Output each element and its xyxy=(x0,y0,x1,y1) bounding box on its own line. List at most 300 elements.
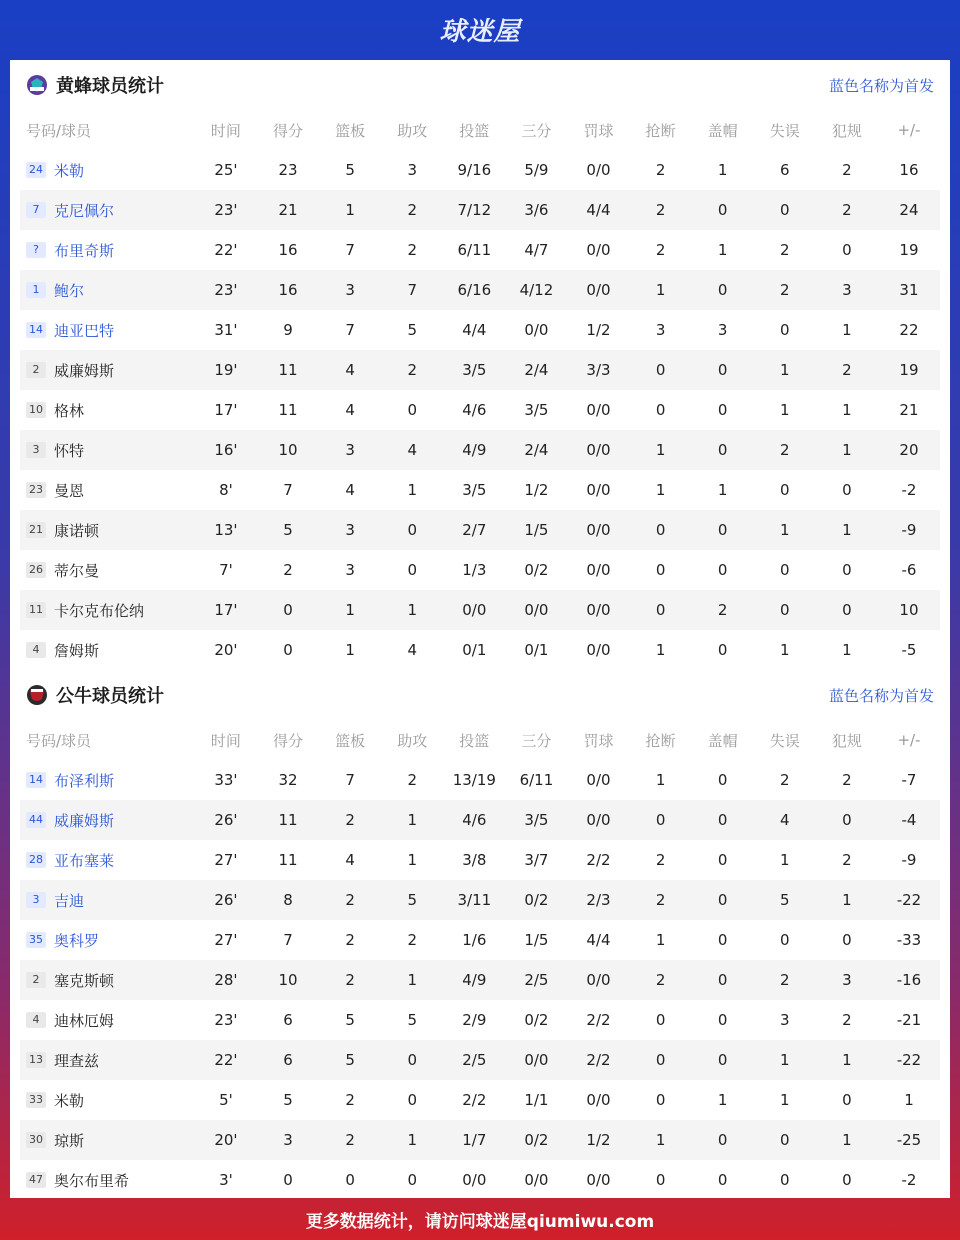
stat-cell: -7 xyxy=(901,771,917,789)
stat-cell: 6/16 xyxy=(457,281,492,299)
stat-cell: 3/8 xyxy=(462,851,487,869)
stat-cell: -4 xyxy=(901,811,917,829)
column-header: 时间 xyxy=(210,731,241,750)
stat-cell: 2 xyxy=(842,851,852,869)
stat-cell: 1 xyxy=(780,1051,790,1069)
stat-cell: 0 xyxy=(717,641,728,659)
stat-cell: -22 xyxy=(896,891,922,909)
player-row[interactable] xyxy=(20,840,940,880)
stat-cell: 2 xyxy=(407,361,417,379)
table-header-row xyxy=(20,720,940,760)
column-header: 助攻 xyxy=(397,121,428,140)
stat-cell: 4/12 xyxy=(519,281,554,299)
player-cell xyxy=(20,930,195,951)
stat-cell: 0 xyxy=(407,1091,417,1109)
stat-cell: 1 xyxy=(655,441,666,459)
stat-cell: 1 xyxy=(717,161,728,179)
stat-cell: 4 xyxy=(345,481,355,499)
stat-cell: 2 xyxy=(780,971,790,989)
stat-cell: 20 xyxy=(899,441,919,459)
stat-cell: 4/4 xyxy=(586,201,611,219)
stat-cell: 5 xyxy=(345,1051,355,1069)
stat-cell: 0 xyxy=(717,851,728,869)
player-name: 琼斯 xyxy=(54,1131,85,1150)
stat-cell: 4 xyxy=(407,641,417,659)
stat-cell: 2 xyxy=(842,201,852,219)
stat-cell: 2 xyxy=(407,241,417,259)
stat-cell: 2 xyxy=(780,281,790,299)
column-header: 助攻 xyxy=(397,731,428,750)
jersey-number-badge: 2 xyxy=(26,972,46,988)
stat-cell: 2 xyxy=(780,441,790,459)
stat-cell: 5 xyxy=(407,321,417,339)
stat-cell: 0/0 xyxy=(586,241,611,259)
stat-cell: 20' xyxy=(214,641,238,659)
stat-cell: 4/9 xyxy=(462,971,487,989)
starter-player-name-link[interactable]: 奥科罗 xyxy=(54,931,100,950)
player-row xyxy=(20,350,940,390)
stat-cell: 3 xyxy=(345,561,355,579)
stat-cell: 1/7 xyxy=(462,1131,487,1149)
player-cell xyxy=(20,560,195,581)
stat-cell: 2/4 xyxy=(524,441,549,459)
stat-cell: -9 xyxy=(901,521,917,539)
player-row xyxy=(20,510,940,550)
stat-cell: 2/7 xyxy=(462,521,487,539)
stat-cell: 1/5 xyxy=(524,521,549,539)
player-cell xyxy=(20,1090,195,1111)
stat-cell: 2 xyxy=(842,771,852,789)
section-title xyxy=(26,682,164,708)
stat-cell: 1 xyxy=(717,1091,728,1109)
stat-cell: 5/9 xyxy=(524,161,549,179)
stat-cell: 3/5 xyxy=(462,361,487,379)
starter-player-name-link[interactable]: 亚布塞莱 xyxy=(54,851,115,870)
starter-player-name-link[interactable]: 布里奇斯 xyxy=(54,241,115,260)
stat-cell: 0 xyxy=(283,601,293,619)
stat-cell: 22' xyxy=(214,1051,238,1069)
player-cell xyxy=(20,850,195,871)
stat-cell: 26' xyxy=(214,811,238,829)
stat-cell: 0 xyxy=(717,1011,728,1029)
stat-cell: 1 xyxy=(842,321,852,339)
starter-player-name-link[interactable]: 布泽利斯 xyxy=(54,771,115,790)
stat-cell: 1 xyxy=(780,641,790,659)
stat-cell: 11 xyxy=(278,401,298,419)
stat-cell: 2/2 xyxy=(586,1011,611,1029)
jersey-number-badge: 21 xyxy=(26,522,46,538)
stat-cell: 1 xyxy=(345,641,355,659)
player-name: 威廉姆斯 xyxy=(54,361,115,380)
stat-cell: 1 xyxy=(780,401,790,419)
stat-cell: 0 xyxy=(717,1171,728,1189)
player-cell xyxy=(20,1130,195,1151)
stat-cell: 2/9 xyxy=(462,1011,487,1029)
stat-cell: 23 xyxy=(278,161,298,179)
stat-cell: 5 xyxy=(407,891,417,909)
stat-cell: 2 xyxy=(842,161,852,179)
column-header: 三分 xyxy=(521,121,552,140)
stat-cell: 2 xyxy=(407,931,417,949)
jersey-number-badge: 44 xyxy=(26,812,46,828)
stat-cell: 1/5 xyxy=(524,931,549,949)
column-header: 篮板 xyxy=(335,121,366,140)
stat-cell: 10 xyxy=(278,971,298,989)
stat-cell: 1 xyxy=(780,1091,790,1109)
stat-cell: 5' xyxy=(219,1091,233,1109)
stat-cell: 3/5 xyxy=(462,481,487,499)
player-row[interactable] xyxy=(20,190,940,230)
stat-cell: 1/2 xyxy=(586,1131,611,1149)
stat-cell: 0 xyxy=(407,401,417,419)
stat-cell: 6/11 xyxy=(457,241,492,259)
stat-cell: 0/0 xyxy=(462,601,487,619)
stat-cell: 3 xyxy=(842,281,852,299)
stat-cell: 0 xyxy=(655,1171,666,1189)
starter-player-name-link[interactable]: 威廉姆斯 xyxy=(54,811,115,830)
jersey-number-badge: 13 xyxy=(26,1052,46,1068)
jersey-number-badge: 26 xyxy=(26,562,46,578)
player-cell xyxy=(20,240,195,261)
stat-cell: 21 xyxy=(899,401,919,419)
column-header: 投篮 xyxy=(459,731,490,750)
stat-cell: 0 xyxy=(780,931,790,949)
jersey-number-badge: 14 xyxy=(26,322,46,338)
stat-cell: 6 xyxy=(283,1011,293,1029)
starter-note: 蓝色名称为首发 xyxy=(828,76,934,95)
stat-cell: 21 xyxy=(278,201,298,219)
stat-cell: 1 xyxy=(842,641,852,659)
stat-cell: 0/0 xyxy=(524,1051,549,1069)
stat-cell: 0/0 xyxy=(586,161,611,179)
stat-cell: 0 xyxy=(655,521,666,539)
player-cell xyxy=(20,810,195,831)
stat-cell: 13/19 xyxy=(452,771,496,789)
starter-player-name-link[interactable]: 克尼佩尔 xyxy=(54,201,115,220)
stat-cell: 0 xyxy=(842,931,852,949)
stat-cell: 0 xyxy=(407,1171,417,1189)
player-name: 米勒 xyxy=(54,1091,85,1110)
stat-cell: 0 xyxy=(780,481,790,499)
player-cell xyxy=(20,890,195,911)
stat-cell: 20' xyxy=(214,1131,238,1149)
stat-cell: 3 xyxy=(345,281,355,299)
stat-cell: 1 xyxy=(655,481,666,499)
stat-cell: 1 xyxy=(655,771,666,789)
player-row[interactable] xyxy=(20,230,940,270)
bulls-logo-icon xyxy=(26,684,48,706)
stat-cell: 10 xyxy=(899,601,919,619)
jersey-number-badge: 10 xyxy=(26,402,46,418)
stat-cell: 7 xyxy=(407,281,417,299)
column-header: 时间 xyxy=(210,121,241,140)
stat-cell: 0 xyxy=(717,1051,728,1069)
stat-cell: 5 xyxy=(283,521,293,539)
stat-cell: 0/0 xyxy=(586,281,611,299)
player-row[interactable] xyxy=(20,760,940,800)
stat-cell: 1 xyxy=(780,521,790,539)
stat-cell: 2 xyxy=(345,971,355,989)
player-row[interactable] xyxy=(20,800,940,840)
stat-cell: 23' xyxy=(214,281,238,299)
stat-cell: 5 xyxy=(283,1091,293,1109)
player-name: 塞克斯顿 xyxy=(54,971,115,990)
stat-cell: 0/0 xyxy=(586,441,611,459)
team-sections xyxy=(20,60,940,1200)
player-cell xyxy=(20,360,195,381)
stat-cell: 0/2 xyxy=(524,891,549,909)
player-row[interactable] xyxy=(20,270,940,310)
stat-cell: 28' xyxy=(214,971,238,989)
team-section xyxy=(20,60,940,670)
stat-cell: 23' xyxy=(214,201,238,219)
stat-cell: 0/0 xyxy=(586,971,611,989)
player-cell xyxy=(20,770,195,791)
player-name: 曼恩 xyxy=(54,481,85,500)
player-name: 理查兹 xyxy=(54,1051,100,1070)
stats-card xyxy=(10,60,950,1198)
jersey-number-badge: 4 xyxy=(26,1012,46,1028)
stat-cell: 0/0 xyxy=(524,321,549,339)
stat-cell: -2 xyxy=(901,1171,917,1189)
stat-cell: 0 xyxy=(717,771,728,789)
stat-cell: 16 xyxy=(278,241,298,259)
player-name: 蒂尔曼 xyxy=(54,561,100,580)
stat-cell: 2 xyxy=(717,601,728,619)
stat-cell: 0 xyxy=(407,521,417,539)
jersey-number-badge: 11 xyxy=(26,602,46,618)
stat-cell: 5 xyxy=(345,161,355,179)
stat-cell: 32 xyxy=(278,771,298,789)
stat-cell: 1 xyxy=(345,201,355,219)
player-name: 奥尔布里希 xyxy=(54,1171,130,1190)
stat-cell: 0 xyxy=(717,931,728,949)
stat-cell: 0 xyxy=(842,241,852,259)
player-cell xyxy=(20,1050,195,1071)
stat-cell: 3/5 xyxy=(524,811,549,829)
stat-cell: 7 xyxy=(283,481,293,499)
stat-cell: 7/12 xyxy=(457,201,492,219)
player-row xyxy=(20,960,940,1000)
stat-cell: 7' xyxy=(219,561,233,579)
player-cell xyxy=(20,520,195,541)
stat-cell: 0 xyxy=(780,601,790,619)
footer-banner[interactable]: 更多数据统计，请访问球迷屋qiumiwu.com xyxy=(305,1211,655,1232)
stat-cell: 0 xyxy=(842,601,852,619)
stat-cell: 1 xyxy=(655,281,666,299)
jersey-number-badge: 28 xyxy=(26,852,46,868)
stat-cell: 0 xyxy=(407,561,417,579)
stat-cell: 1/3 xyxy=(462,561,487,579)
stat-cell: 11 xyxy=(278,851,298,869)
column-header: 失误 xyxy=(769,121,800,140)
stat-cell: 2/2 xyxy=(586,1051,611,1069)
stat-cell: 2 xyxy=(345,811,355,829)
player-row xyxy=(20,430,940,470)
stat-cell: 0/0 xyxy=(586,811,611,829)
jersey-number-badge: 1 xyxy=(26,282,46,298)
stat-cell: 16 xyxy=(278,281,298,299)
stat-cell: 1 xyxy=(842,401,852,419)
stat-cell: 2 xyxy=(655,241,666,259)
stat-cell: 2 xyxy=(345,1131,355,1149)
stat-cell: 0 xyxy=(842,1171,852,1189)
player-row[interactable] xyxy=(20,150,940,190)
stat-cell: 0/2 xyxy=(524,1131,549,1149)
starter-player-name-link[interactable]: 迪亚巴特 xyxy=(54,321,115,340)
stat-cell: 0 xyxy=(655,401,666,419)
jersey-number-badge: 14 xyxy=(26,772,46,788)
stat-cell: 0 xyxy=(780,1171,790,1189)
stat-cell: 3 xyxy=(345,441,355,459)
stat-cell: 16 xyxy=(899,161,919,179)
player-cell xyxy=(20,320,195,341)
stat-cell: 22' xyxy=(214,241,238,259)
stat-cell: 0 xyxy=(717,561,728,579)
stat-cell: 0 xyxy=(717,521,728,539)
column-header: 号码/球员 xyxy=(26,731,92,750)
stat-cell: 5 xyxy=(780,891,790,909)
stat-cell: 1 xyxy=(407,1131,417,1149)
stat-cell: 0 xyxy=(655,1091,666,1109)
stat-cell: 0 xyxy=(717,1131,728,1149)
jersey-number-badge: 33 xyxy=(26,1092,46,1108)
stat-cell: 1 xyxy=(780,361,790,379)
stat-cell: 0 xyxy=(780,321,790,339)
stat-cell: 0/2 xyxy=(524,561,549,579)
stat-cell: 1 xyxy=(842,1131,852,1149)
stat-cell: 5 xyxy=(407,1011,417,1029)
stat-cell: 1/2 xyxy=(524,481,549,499)
jersey-number-badge: 30 xyxy=(26,1132,46,1148)
jersey-number-badge: 7 xyxy=(26,202,46,218)
stat-cell: 31 xyxy=(899,281,919,299)
stat-cell: 4 xyxy=(407,441,417,459)
player-cell xyxy=(20,970,195,991)
stat-cell: 3/5 xyxy=(524,401,549,419)
stat-cell: -16 xyxy=(896,971,922,989)
stat-cell: 4/9 xyxy=(462,441,487,459)
stat-cell: 27' xyxy=(214,931,238,949)
player-name: 迪林厄姆 xyxy=(54,1011,115,1030)
stat-cell: 9 xyxy=(283,321,293,339)
stat-cell: 1 xyxy=(780,851,790,869)
stat-cell: 3/7 xyxy=(524,851,549,869)
player-name: 怀特 xyxy=(54,441,85,460)
stat-cell: 4 xyxy=(345,401,355,419)
stat-cell: 6 xyxy=(780,161,790,179)
jersey-number-badge: 3 xyxy=(26,442,46,458)
stat-cell: 0/2 xyxy=(524,1011,549,1029)
stat-cell: 2 xyxy=(345,1091,355,1109)
stat-cell: 2 xyxy=(780,241,790,259)
stat-cell: 0 xyxy=(717,361,728,379)
player-row xyxy=(20,550,940,590)
hornets-logo-icon xyxy=(26,74,48,96)
stat-cell: 0/0 xyxy=(586,481,611,499)
stat-cell: 25' xyxy=(214,161,238,179)
stat-cell: 17' xyxy=(214,401,238,419)
stat-cell: 10 xyxy=(278,441,298,459)
stat-cell: 0 xyxy=(655,601,666,619)
stat-cell: 22 xyxy=(899,321,919,339)
stat-cell: 2 xyxy=(345,931,355,949)
stat-cell: 0 xyxy=(283,641,293,659)
player-row[interactable] xyxy=(20,880,940,920)
stat-cell: 4/4 xyxy=(586,931,611,949)
stat-cell: 6 xyxy=(283,1051,293,1069)
stat-cell: 6/11 xyxy=(519,771,554,789)
stat-cell: -22 xyxy=(896,1051,922,1069)
stat-cell: 2/3 xyxy=(586,891,611,909)
stat-cell: 2 xyxy=(842,361,852,379)
stat-cell: 1 xyxy=(842,521,852,539)
stat-cell: 2 xyxy=(407,771,417,789)
stat-cell: 1 xyxy=(407,971,417,989)
stat-cell: 24 xyxy=(899,201,919,219)
player-row xyxy=(20,1040,940,1080)
stat-cell: 1 xyxy=(407,811,417,829)
jersey-number-badge: 24 xyxy=(26,162,46,178)
player-row xyxy=(20,590,940,630)
player-row xyxy=(20,470,940,510)
section-title-text: 公牛球员统计 xyxy=(56,686,164,707)
stat-cell: 3 xyxy=(717,321,728,339)
stat-cell: 1 xyxy=(345,601,355,619)
stat-cell: 3 xyxy=(780,1011,790,1029)
stat-cell: 9/16 xyxy=(457,161,492,179)
starter-player-name-link[interactable]: 吉迪 xyxy=(54,891,85,910)
stat-cell: -2 xyxy=(901,481,917,499)
stat-cell: 0 xyxy=(842,811,852,829)
stat-cell: 0 xyxy=(655,1051,666,1069)
column-header: 得分 xyxy=(273,121,304,140)
stat-cell: 1 xyxy=(407,481,417,499)
player-cell xyxy=(20,200,195,221)
stat-cell: 0/0 xyxy=(586,401,611,419)
stat-cell: 2 xyxy=(655,201,666,219)
site-logo: 球迷屋 xyxy=(439,16,521,47)
starter-player-name-link[interactable]: 鲍尔 xyxy=(54,281,85,300)
stat-cell: 7 xyxy=(345,241,355,259)
column-header: 抢断 xyxy=(645,731,676,750)
starter-player-name-link[interactable]: 米勒 xyxy=(54,161,85,180)
player-row xyxy=(20,1000,940,1040)
jersey-number-badge: 3 xyxy=(26,892,46,908)
column-header: 三分 xyxy=(521,731,552,750)
stat-cell: 0 xyxy=(842,1091,852,1109)
stat-cell: 26' xyxy=(214,891,238,909)
player-row[interactable] xyxy=(20,920,940,960)
player-cell xyxy=(20,440,195,461)
jersey-number-badge: 23 xyxy=(26,482,46,498)
stat-cell: -21 xyxy=(896,1011,922,1029)
stat-cell: 0 xyxy=(655,1011,666,1029)
stat-cell: 0/0 xyxy=(586,641,611,659)
stat-cell: 7 xyxy=(345,321,355,339)
player-row[interactable] xyxy=(20,310,940,350)
table-header-row xyxy=(20,110,940,150)
stat-cell: 1/6 xyxy=(462,931,487,949)
stat-cell: 1 xyxy=(717,241,728,259)
column-header: 篮板 xyxy=(335,731,366,750)
stat-cell: 0 xyxy=(283,1171,293,1189)
stat-cell: 0/0 xyxy=(586,771,611,789)
stat-cell: 2 xyxy=(655,851,666,869)
stat-cell: 7 xyxy=(345,771,355,789)
stat-cell: 33' xyxy=(214,771,238,789)
stat-cell: 1/1 xyxy=(524,1091,549,1109)
